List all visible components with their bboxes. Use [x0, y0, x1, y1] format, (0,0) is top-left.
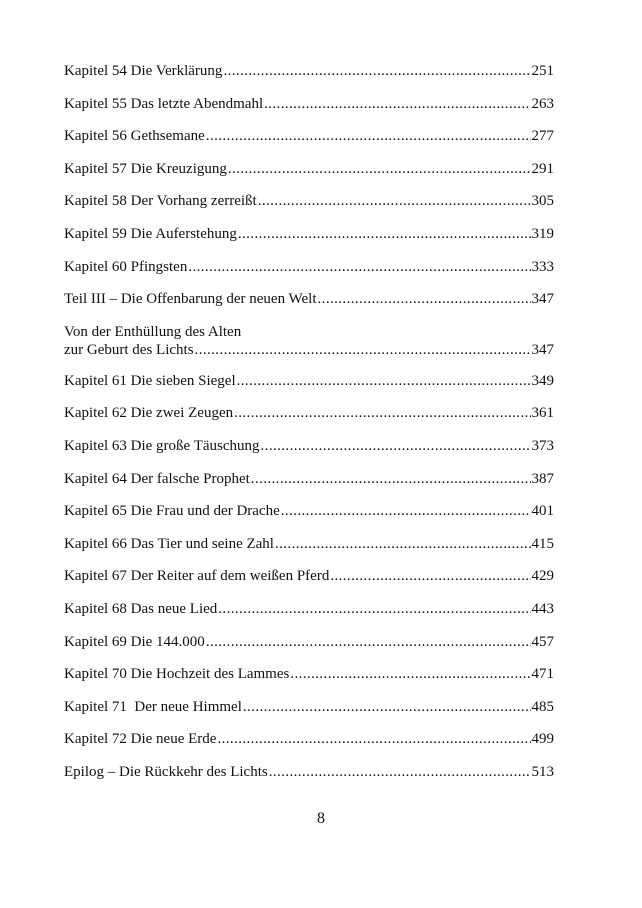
toc-entry-page: 251: [531, 63, 554, 79]
toc-entry-title: Kapitel 64 Der falsche Prophet: [64, 470, 250, 487]
dot-leader: [237, 372, 531, 390]
dot-leader: [261, 437, 531, 455]
toc-entry[interactable]: [64, 372, 554, 405]
toc-entry[interactable]: [64, 437, 554, 470]
dot-leader: [290, 665, 530, 683]
dot-leader: [223, 62, 530, 80]
toc-entry-title: Kapitel 72 Die neue Erde: [64, 731, 217, 748]
toc-entry[interactable]: [64, 160, 554, 193]
toc-entry-title: Kapitel 63 Die große Täuschung: [64, 437, 260, 454]
dot-leader: [188, 258, 530, 276]
toc-entry-title: Epilog – Die Rückkehr des Lichts: [64, 763, 268, 780]
toc-entry-page: 349: [531, 372, 554, 389]
page-number: 8: [317, 810, 325, 827]
toc-entry[interactable]: [64, 95, 554, 128]
toc-entry-page: 471: [531, 666, 554, 683]
dot-leader: [258, 192, 531, 210]
toc-entry-title-line2: zur Geburt des Lichts: [64, 341, 194, 358]
toc-entry-page: 319: [531, 225, 554, 242]
toc-entry[interactable]: [64, 192, 554, 225]
toc-entry-title: Kapitel 56 Gethsemane: [64, 128, 205, 145]
dot-leader: [206, 127, 531, 145]
table-of-contents: [64, 62, 554, 795]
toc-entry-page: 333: [531, 258, 554, 275]
toc-entry[interactable]: [64, 62, 554, 95]
toc-entry-title: Kapitel 70 Die Hochzeit des Lammes: [64, 666, 290, 683]
toc-entry[interactable]: [64, 470, 554, 503]
dot-leader: [269, 763, 531, 781]
dot-leader: [195, 341, 531, 359]
dot-leader: [217, 730, 530, 748]
toc-entry[interactable]: [64, 258, 554, 291]
toc-entry-title: Kapitel 57 Die Kreuzigung: [64, 160, 227, 177]
toc-entry-page: 499: [531, 731, 554, 748]
toc-entry-page: 401: [531, 503, 554, 520]
dot-leader: [206, 633, 531, 651]
toc-entry-page: 277: [531, 128, 554, 145]
toc-entry-page: 387: [531, 470, 554, 487]
dot-leader: [264, 95, 530, 113]
toc-entry[interactable]: [64, 763, 554, 796]
dot-leader: [238, 225, 531, 243]
dot-leader: [243, 698, 531, 716]
toc-entry-title: Kapitel 67 Der Reiter auf dem weißen Pferd: [64, 568, 330, 585]
toc-entry-page: 263: [531, 95, 554, 112]
toc-entry-title: Kapitel 69 Die 144.000: [64, 633, 205, 650]
toc-entry[interactable]: [64, 404, 554, 437]
toc-entry-title: Kapitel 68 Das neue Lied: [64, 600, 218, 617]
toc-entry[interactable]: [64, 665, 554, 698]
toc-entry-title: Kapitel 54 Die Verklärung: [64, 63, 223, 79]
toc-entry-title-line1: Von der Enthüllung des Alten: [64, 323, 242, 340]
toc-entry-page: 291: [531, 160, 554, 177]
toc-entry[interactable]: [64, 698, 554, 731]
toc-entry-title: Kapitel 62 Die zwei Zeugen: [64, 405, 234, 422]
toc-entry-page: 415: [531, 535, 554, 552]
toc-entry[interactable]: [64, 633, 554, 666]
dot-leader: [318, 290, 531, 308]
toc-entry-title: Kapitel 66 Das Tier und seine Zahl: [64, 535, 274, 552]
toc-entry-title: Kapitel 61 Die sieben Siegel: [64, 372, 236, 389]
toc-entry[interactable]: [64, 502, 554, 535]
toc-entry-title: Kapitel 55 Das letzte Abendmahl: [64, 95, 264, 112]
toc-entry-line2: [64, 341, 554, 359]
toc-entry-page: 457: [531, 633, 554, 650]
toc-entry-title: Kapitel 60 Pfingsten: [64, 258, 188, 275]
toc-entry[interactable]: [64, 535, 554, 568]
toc-entry[interactable]: [64, 290, 554, 323]
dot-leader: [234, 404, 530, 422]
dot-leader: [330, 567, 530, 585]
toc-entry-page: 347: [531, 291, 554, 308]
toc-entry[interactable]: [64, 323, 554, 372]
toc-entry[interactable]: [64, 567, 554, 600]
toc-entry-page: 513: [531, 763, 554, 780]
dot-leader: [281, 502, 531, 520]
toc-entry-page: 347: [531, 341, 554, 358]
toc-entry-title: Kapitel 58 Der Vorhang zerreißt: [64, 193, 257, 210]
toc-entry-title: Kapitel 71 Der neue Himmel: [64, 698, 242, 715]
toc-entry[interactable]: [64, 127, 554, 160]
dot-leader: [251, 470, 531, 488]
toc-entry-page: 305: [531, 193, 554, 210]
toc-entry-title: Kapitel 65 Die Frau und der Drache: [64, 503, 280, 520]
dot-leader: [275, 535, 531, 553]
toc-entry[interactable]: [64, 225, 554, 258]
toc-entry-page: 485: [531, 698, 554, 715]
toc-entry-page: 361: [531, 405, 554, 422]
toc-entry-page: 429: [531, 568, 554, 585]
toc-entry-page: 373: [531, 437, 554, 454]
toc-entry[interactable]: [64, 730, 554, 763]
toc-entry[interactable]: [64, 600, 554, 633]
dot-leader: [218, 600, 530, 618]
dot-leader: [228, 160, 531, 178]
toc-entry-title: Kapitel 59 Die Auferstehung: [64, 225, 237, 242]
toc-entry-page: 443: [531, 600, 554, 617]
toc-entry-title: Teil III – Die Offenbarung der neuen Welt: [64, 291, 317, 308]
